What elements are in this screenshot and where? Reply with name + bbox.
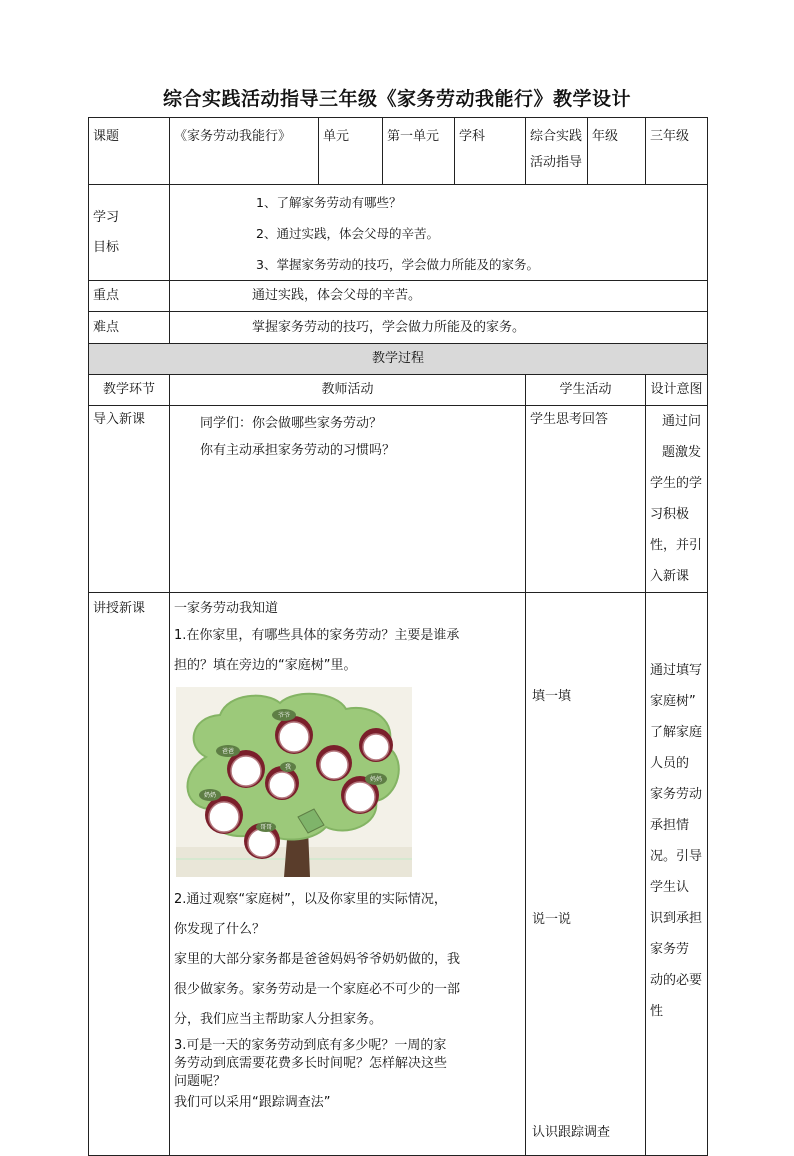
lecture-text: 1.在你家里，有哪些具体的家务劳动？主要是谁承 [174,628,460,643]
key-point-label: 重点 [89,281,170,312]
lecture-student [526,593,646,1156]
tree-label: 哥哥 [259,824,273,831]
lecture-text: 问题呢？ [174,1074,227,1089]
intro-intent [646,406,708,593]
unit-value: 第一单元 [383,118,455,185]
page-title: 综合实践活动指导三年级《家务劳动我能行》教学设计 [162,88,631,110]
objectives-label-line-1: 学习 [93,209,120,225]
lecture-text: 担的？填在旁边的“家庭树”里。 [174,658,357,673]
lecture-teacher [170,593,526,1156]
lecture-intent-line: 家务劳动承担情 [650,787,703,833]
intro-teacher-line: 你有主动承担家务劳动的习惯吗？ [200,443,396,458]
lecture-intent [646,593,708,1156]
lecture-text: 你发现了什么？ [174,922,266,937]
lecture-text: 分，我们应当主帮助家人分担家务。 [174,1012,383,1027]
lecture-heading: 一家务劳动我知道 [174,601,279,616]
unit-label: 单元 [319,118,383,185]
lecture-text: 很少做家务。家务劳动是一个家庭必不可少的一部 [174,982,461,997]
tree-label: 爷爷 [277,712,291,719]
objective-item: 1、了解家务劳动有哪些？ [256,195,402,210]
difficult-point-value: 掌握家务劳动的技巧，学会做力所能及的家务。 [170,312,708,344]
process-header-row [89,375,708,406]
difficult-point-row [89,312,708,344]
intro-teacher [170,406,526,593]
intro-row [89,406,708,593]
objectives-row [89,185,708,281]
lecture-text: 务劳动到底需要花费多长时间呢？怎样解决这些 [174,1056,448,1071]
intro-stage: 导入新课 [89,406,170,593]
lecture-text: 我们可以采用“跟踪调查法” [174,1095,331,1110]
header-row [89,118,708,185]
lecture-intent-line: 动的必要性 [650,973,703,1019]
tree-label: 奶奶 [203,792,217,799]
objective-item: 3、掌握家务劳动的技巧，学会做力所能及的家务。 [256,257,539,272]
topic-label: 课题 [89,118,170,185]
col-header-student: 学生活动 [526,375,646,406]
process-section-title: 教学过程 [89,344,708,375]
student-activity: 填一填 [532,689,572,704]
lesson-plan-table [88,117,708,1156]
objectives-label [89,185,170,281]
intro-intent-line: 通过问题激发 [662,414,702,460]
lecture-text: 3.可是一天的家务劳动到底有多少呢？一周的家 [174,1038,447,1053]
student-activity: 说一说 [532,912,572,927]
difficult-point-label: 难点 [89,312,170,344]
objectives-list [170,185,708,281]
col-header-teacher: 教师活动 [170,375,526,406]
lecture-intent-line: 了解家庭人员的 [650,725,703,771]
lecture-stage: 讲授新课 [89,593,170,1156]
family-tree-illustration [176,687,412,877]
grade-value: 三年级 [646,118,708,185]
subject-label: 学科 [455,118,526,185]
grade-label: 年级 [588,118,646,185]
subject-value-line-1: 综合实践 [530,129,583,144]
intro-intent-line: 学生的学习积极 [650,476,703,522]
intro-intent-line: 性，并引入新课 [650,538,703,584]
objectives-label-line-2: 目标 [93,239,120,255]
subject-value-line-2: 活动指导 [530,155,583,170]
process-section-row [89,344,708,375]
tree-label: 我 [284,764,292,771]
col-header-intent: 设计意图 [646,375,708,406]
lecture-text: 2.通过观察“家庭树”，以及你家里的实际情况， [174,892,447,907]
tree-label: 爸爸 [221,748,235,755]
subject-value [526,118,588,185]
topic-value: 《家务劳动我能行》 [170,118,319,185]
objective-item: 2、通过实践，体会父母的辛苦。 [256,226,439,241]
lecture-intent-line: 通过填写家庭树” [650,663,703,709]
lecture-intent-line: 识到承担家务劳 [650,911,703,957]
lecture-text: 家里的大部分家务都是爸爸妈妈爷爷奶奶做的，我 [174,952,461,967]
intro-student: 学生思考回答 [526,406,646,593]
student-activity: 认识跟踪调查 [532,1125,611,1140]
key-point-value: 通过实践，体会父母的辛苦。 [170,281,708,312]
intro-teacher-line: 同学们：你会做哪些家务劳动？ [200,416,383,431]
lecture-row [89,593,708,1156]
lecture-intent-line: 况。引导学生认 [650,849,703,895]
tree-label: 妈妈 [369,776,383,783]
col-header-stage: 教学环节 [89,375,170,406]
key-point-row [89,281,708,312]
family-tree-image [176,687,412,877]
